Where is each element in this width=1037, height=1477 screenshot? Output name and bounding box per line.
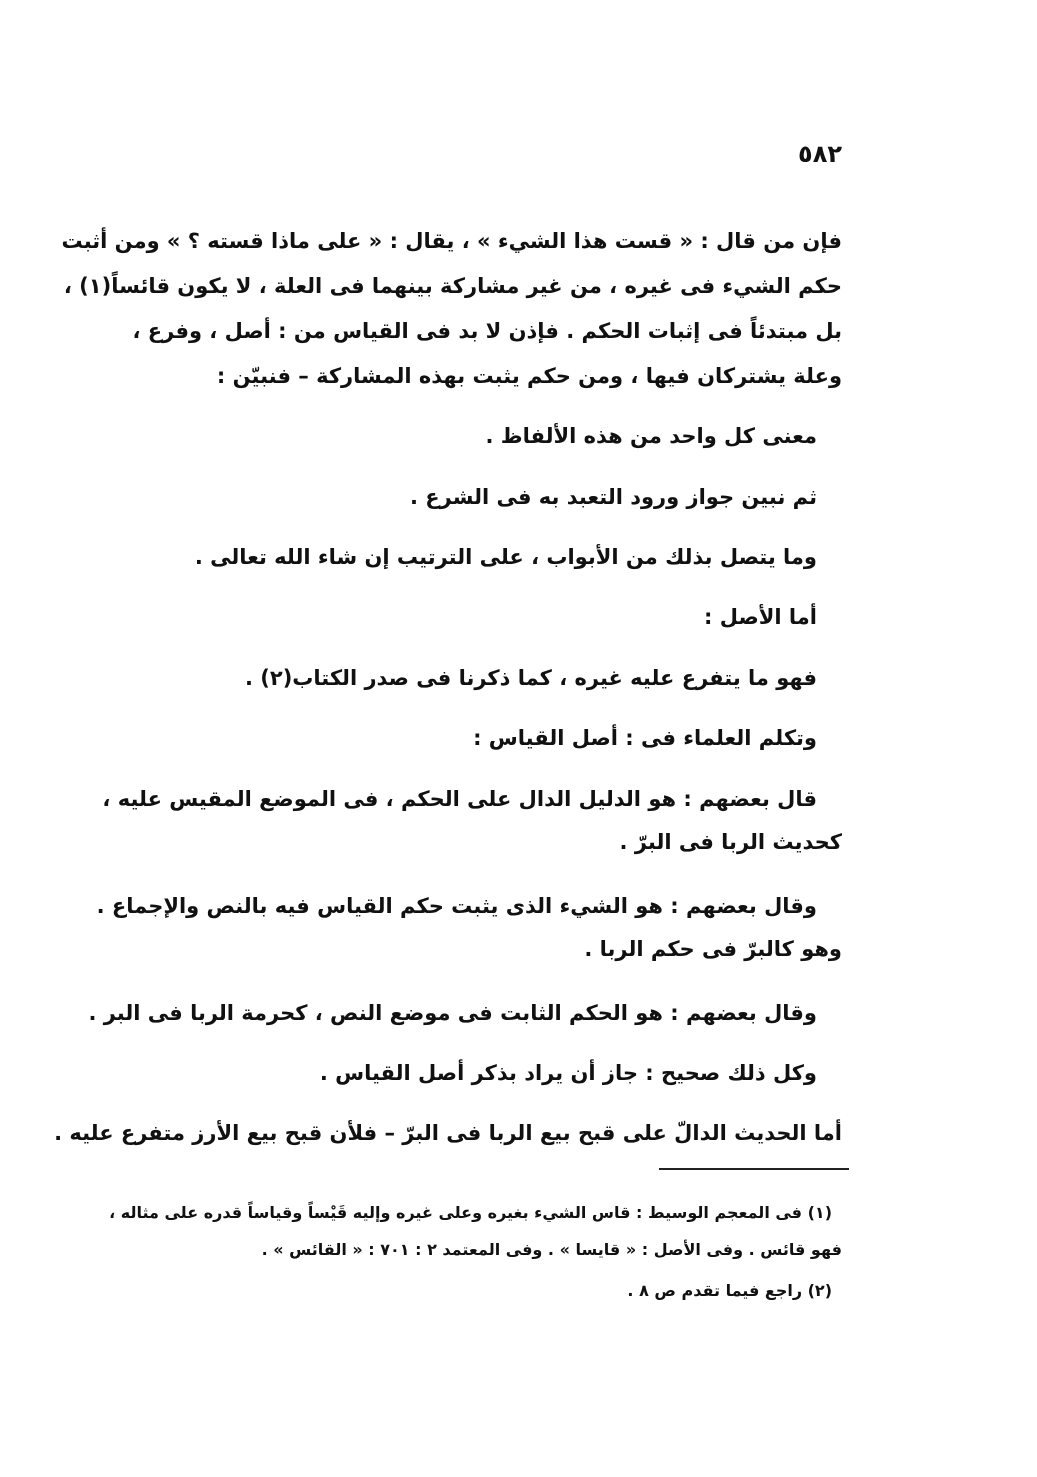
paragraph: معنى كل واحد من هذه الألفاظ . [485, 424, 817, 448]
text-line: وقال بعضهم : هو الشيء الذى يثبت حكم القياس فيه بالنص والإجماع . [96, 894, 817, 918]
paragraph: وقال بعضهم : هو الحكم الثابت فى موضع النص ، كحرمة الربا فى البر . [88, 1001, 817, 1025]
text-line: قال بعضهم : هو الدليل الدال على الحكم ، فى الموضع المقيس عليه ، [102, 787, 817, 811]
footnote-1-line-1: (١) فى المعجم الوسيط : قاس الشيء بغيره وعلى غيره وإليه قَيْساً وقياساً قدره على مثاله ، [109, 1203, 832, 1222]
footnote-separator [659, 1168, 849, 1170]
section-heading: أما الأصل : [704, 605, 817, 629]
page-number: ٥٨٢ [798, 140, 842, 168]
text-line: كحديث الربا فى البرّ . [619, 830, 842, 854]
footnote-2: (٢) راجع فيما تقدم ص ٨ . [627, 1281, 832, 1300]
paragraph: فهو ما يتفرع عليه غيره ، كما ذكرنا فى صدر الكتاب(٢) . [244, 666, 817, 690]
footnote-1-line-2: فهو قائس . وفى الأصل : « قايسا » . وفى المعتمد ٢ : ٧٠١ : « القائس » . [261, 1240, 842, 1259]
text-line: وهو كالبرّ فى حكم الربا . [584, 937, 842, 961]
text-line: فإن من قال : « قست هذا الشيء » ، يقال : « على ماذا قسته ؟ » ومن أثبت [61, 229, 842, 253]
paragraph: أما الحديث الدالّ على قبح بيع الربا فى البرّ – فلأن قبح بيع الأرز متفرع عليه . [54, 1121, 842, 1145]
paragraph: وكل ذلك صحيح : جاز أن يراد بذكر أصل القياس . [319, 1061, 817, 1085]
paragraph: ثم نبين جواز ورود التعبد به فى الشرع . [410, 485, 817, 509]
text-line: بل مبتدئاً فى إثبات الحكم . فإذن لا بد فى القياس من : أصل ، وفرع ، [132, 319, 842, 343]
text-line: حكم الشيء فى غيره ، من غير مشاركة بينهما فى العلة ، لا يكون قائساً(١) ، [63, 274, 842, 298]
paragraph: وما يتصل بذلك من الأبواب ، على الترتيب إن شاء الله تعالى . [194, 545, 817, 569]
paragraph: وتكلم العلماء فى : أصل القياس : [473, 726, 817, 750]
text-line: وعلة يشتركان فيها ، ومن حكم يثبت بهذه المشاركة – فنبيّن : [216, 364, 842, 388]
